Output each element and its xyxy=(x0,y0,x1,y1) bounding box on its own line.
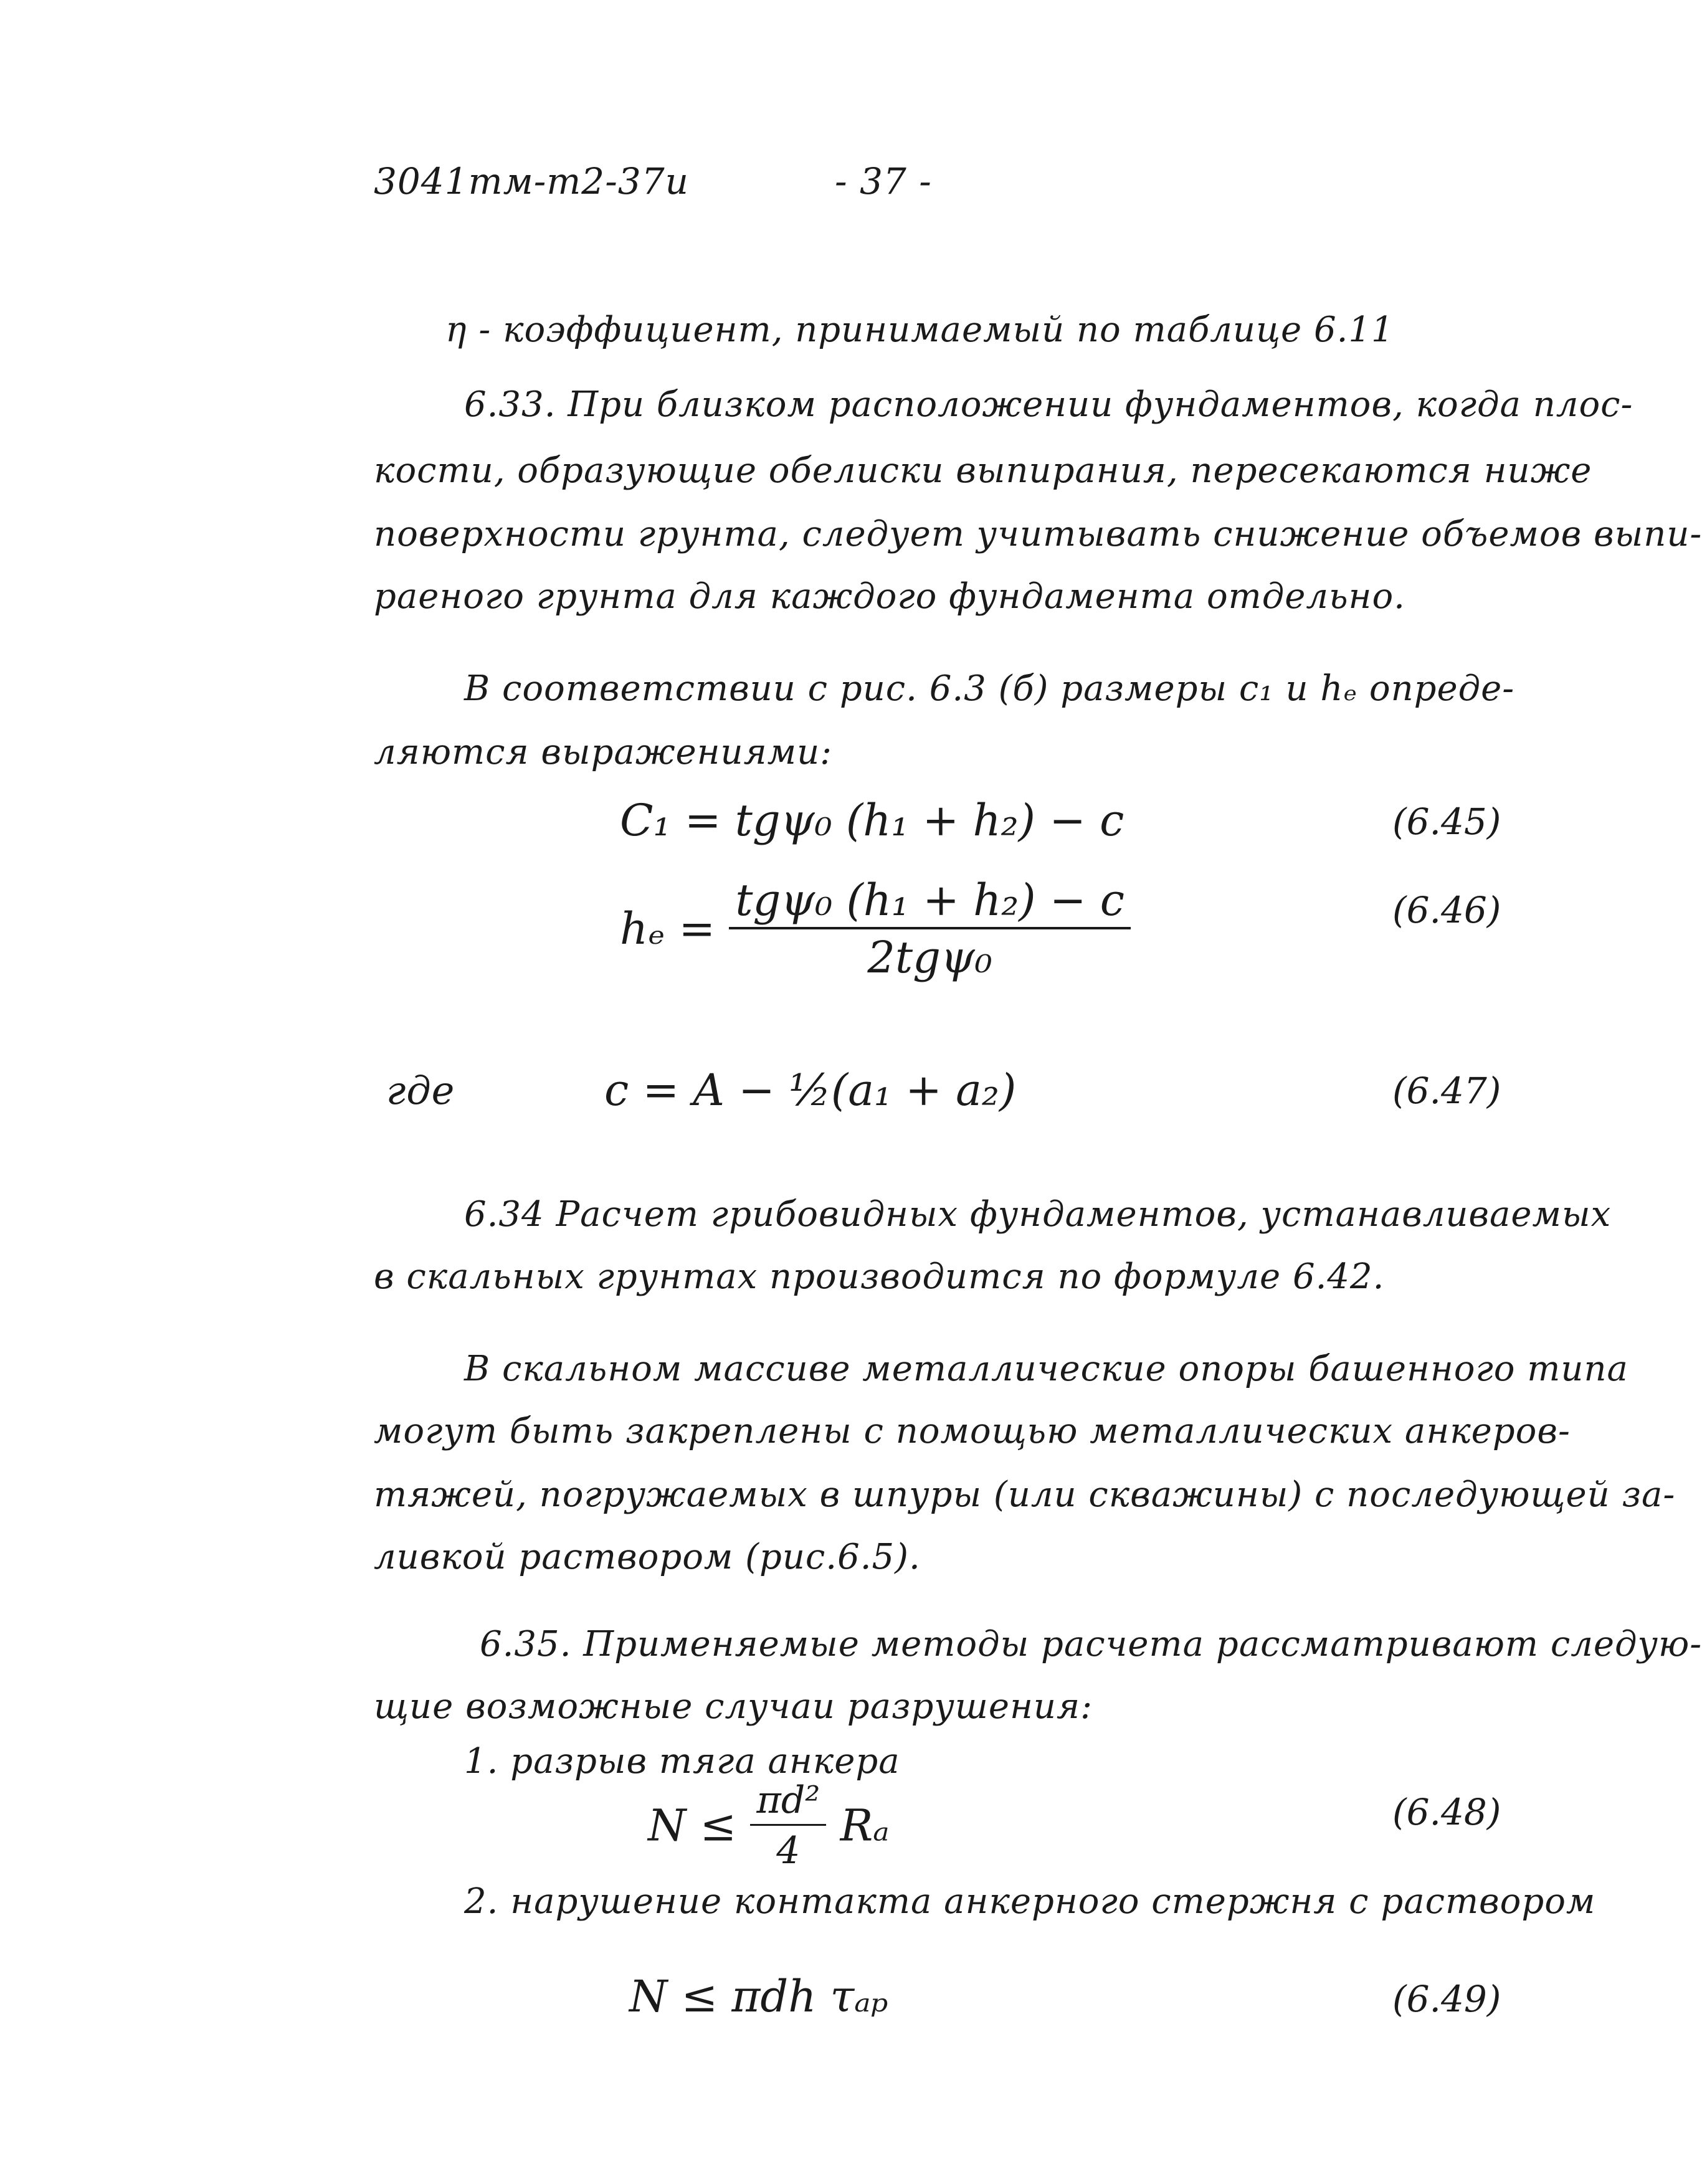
formula-6-48 xyxy=(648,1778,890,1873)
text-line: раеного грунта для каждого фундамента отдельно. xyxy=(374,576,1405,617)
formula-6-46-denominator: 2tgψ₀ xyxy=(867,932,992,983)
text-line: поверхности грунта, следует учитывать снижение объемов выпи- xyxy=(374,514,1702,554)
formula-6-48-numerator: πd² xyxy=(750,1782,826,1826)
text-line-fig-6-3-ref: В соответствии с рис. 6.3 (б) размеры c₁ и hₑ опреде- xyxy=(464,668,1515,709)
text-line-eta-definition: η - коэффициент, принимаемый по таблице 6.11 xyxy=(445,310,1394,350)
text-line-6-35-start: 6.35. Применяемые методы расчета рассматривают следую- xyxy=(480,1624,1702,1664)
text-line: в скальных грунтах производится по формуле 6.42. xyxy=(374,1256,1385,1297)
formula-6-48-lhs: N ≤ xyxy=(648,1800,737,1851)
text-line: тяжей, погружаемых в шпуры (или скважины) с последующей за- xyxy=(374,1474,1676,1515)
formula-6-46-fraction xyxy=(729,875,1131,983)
list-item-2: 2. нарушение контакта анкерного стержня с раствором xyxy=(464,1881,1596,1922)
formula-6-46 xyxy=(620,875,1131,983)
equation-number-6-49: (6.49) xyxy=(1392,1978,1501,2020)
formula-6-46-numerator: tgψ₀ (h₁ + h₂) − c xyxy=(729,878,1131,929)
equation-number-6-45: (6.45) xyxy=(1392,800,1501,843)
text-line-rock-mass-start: В скальном массиве металлические опоры башенного типа xyxy=(464,1349,1628,1389)
document-code: 3041тм-т2-37и xyxy=(374,160,689,202)
formula-6-46-lhs: hₑ = xyxy=(620,903,716,954)
text-line-6-33-start: 6.33. При близком расположении фундаментов, когда плос- xyxy=(464,384,1633,425)
list-item-1: 1. разрыв тяга анкера xyxy=(464,1741,900,1782)
formula-6-49: N ≤ πdh τₐₚ xyxy=(629,1971,888,2022)
text-line: ливкой раствором (рис.6.5). xyxy=(374,1537,921,1577)
formula-6-45: C₁ = tgψ₀ (h₁ + h₂) − c xyxy=(620,795,1124,846)
equation-number-6-47: (6.47) xyxy=(1392,1070,1501,1112)
text-line: могут быть закреплены с помощью металлических анкеров- xyxy=(374,1411,1571,1451)
formula-6-48-rhs: Rₐ xyxy=(840,1800,890,1851)
text-line: щие возможные случаи разрушения: xyxy=(374,1686,1093,1727)
formula-6-47: c = A − ½(a₁ + a₂) xyxy=(604,1065,1017,1116)
where-label: где xyxy=(386,1068,455,1113)
text-line-6-34-start: 6.34 Расчет грибовидных фундаментов, устанавливаемых xyxy=(464,1194,1612,1235)
text-line: ляются выражениями: xyxy=(374,732,833,772)
formula-6-48-fraction xyxy=(750,1778,826,1873)
equation-number-6-46: (6.46) xyxy=(1392,889,1501,931)
text-line: кости, образующие обелиски выпирания, пересекаются ниже xyxy=(374,450,1592,491)
formula-6-48-denominator: 4 xyxy=(776,1829,801,1873)
equation-number-6-48: (6.48) xyxy=(1392,1791,1501,1833)
page-number: - 37 - xyxy=(835,160,932,202)
